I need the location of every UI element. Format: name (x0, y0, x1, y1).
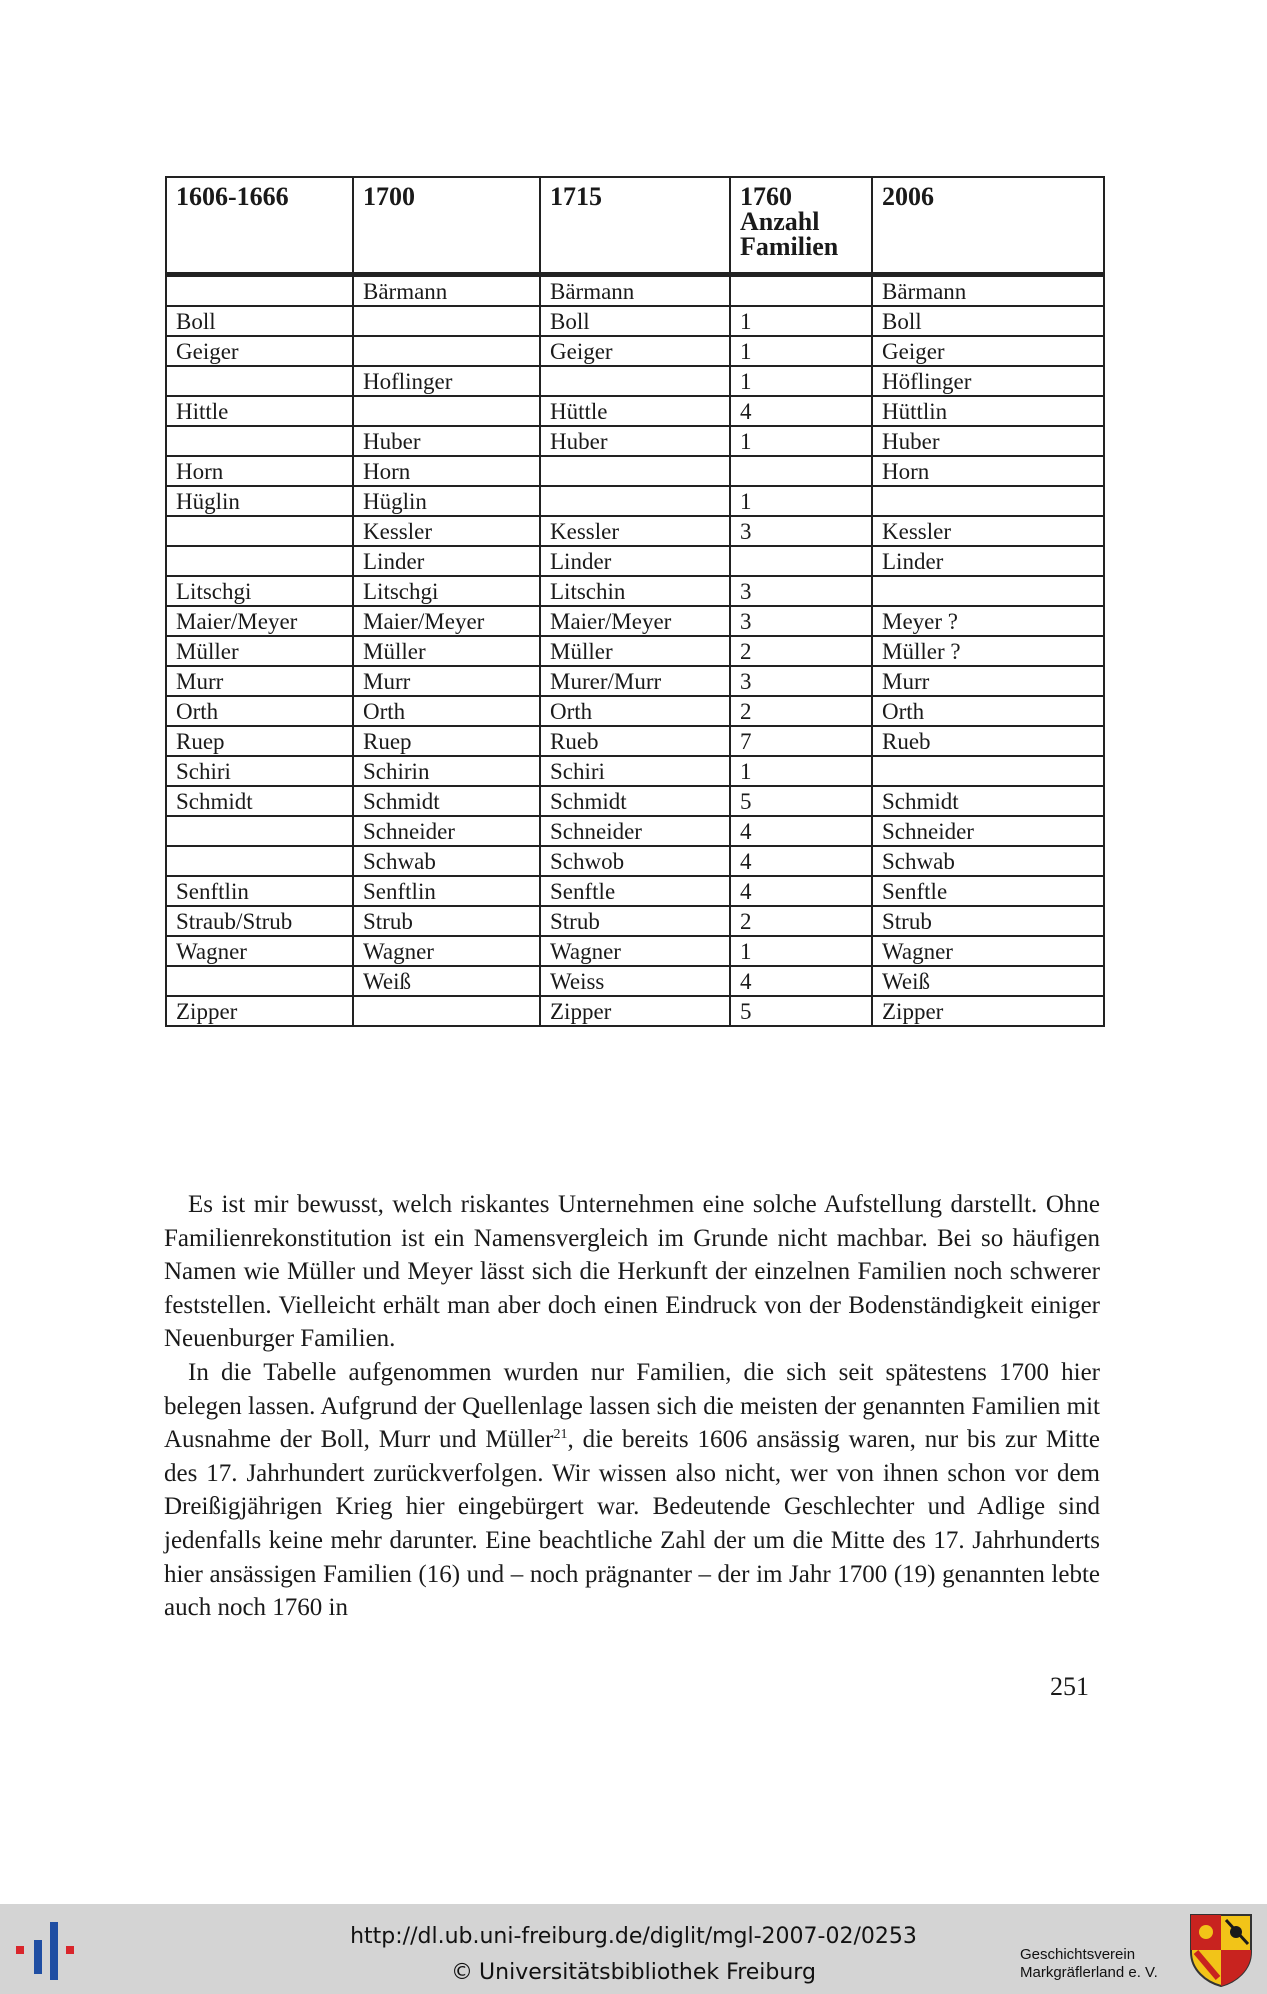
table-cell-col-1700: Schmidt (353, 786, 540, 816)
table-cell-col-2006: Meyer ? (872, 606, 1104, 636)
table-cell-col-1760: 1 (730, 426, 872, 456)
table-cell-col-1715: Weiss (540, 966, 730, 996)
table-cell-col-2006: Huber (872, 426, 1104, 456)
table-cell-col-1715: Boll (540, 306, 730, 336)
table-cell-col-1606-1666: Hittle (166, 396, 353, 426)
header-2006: 2006 (872, 177, 1104, 275)
table-row (166, 696, 1104, 726)
table-cell-col-1606-1666 (166, 846, 353, 876)
table-cell-col-1760: 3 (730, 606, 872, 636)
table-cell-col-1700 (353, 336, 540, 366)
table-cell-col-2006: Geiger (872, 336, 1104, 366)
table-cell-col-1700: Schneider (353, 816, 540, 846)
table-cell-col-1606-1666: Horn (166, 456, 353, 486)
table-cell-col-1715 (540, 486, 730, 516)
table-cell-col-1760: 4 (730, 846, 872, 876)
table-cell-col-1700: Horn (353, 456, 540, 486)
table-cell-col-1715 (540, 366, 730, 396)
table-cell-col-1760: 5 (730, 996, 872, 1026)
table-cell-col-1606-1666 (166, 516, 353, 546)
table-row (166, 366, 1104, 396)
table-cell-col-2006: Boll (872, 306, 1104, 336)
table-row (166, 275, 1104, 307)
table-cell-col-1700: Orth (353, 696, 540, 726)
table-cell-col-1606-1666: Hüglin (166, 486, 353, 516)
table-cell-col-1606-1666: Schiri (166, 756, 353, 786)
table-cell-col-2006 (872, 486, 1104, 516)
table-cell-col-1700: Strub (353, 906, 540, 936)
verein-line-1: Geschichtsverein (1020, 1946, 1136, 1963)
table-cell-col-1606-1666: Geiger (166, 336, 353, 366)
header-1715: 1715 (540, 177, 730, 275)
table-cell-col-1700 (353, 396, 540, 426)
table-cell-col-1760: 1 (730, 936, 872, 966)
table-cell-col-1700: Linder (353, 546, 540, 576)
table-cell-col-2006: Weiß (872, 966, 1104, 996)
header-1606-1666: 1606-1666 (166, 177, 353, 275)
table-cell-col-1700: Weiß (353, 966, 540, 996)
table-cell-col-1715: Schiri (540, 756, 730, 786)
table-row (166, 516, 1104, 546)
table-cell-col-2006: Murr (872, 666, 1104, 696)
table-cell-col-1715: Schneider (540, 816, 730, 846)
table-cell-col-1760: 1 (730, 486, 872, 516)
header-1760: 1760 Anzahl Familien (730, 177, 872, 275)
table-cell-col-1760: 3 (730, 666, 872, 696)
table-cell-col-1715: Hüttle (540, 396, 730, 426)
table-cell-col-1700: Maier/Meyer (353, 606, 540, 636)
table-cell-col-1715: Rueb (540, 726, 730, 756)
table-row (166, 966, 1104, 996)
verein-name (1020, 1946, 1158, 1982)
table-cell-col-2006: Hüttlin (872, 396, 1104, 426)
table-cell-col-1700: Wagner (353, 936, 540, 966)
table-cell-col-1700: Senftlin (353, 876, 540, 906)
table-cell-col-1715: Geiger (540, 336, 730, 366)
table-cell-col-1760 (730, 456, 872, 486)
table-cell-col-1760: 1 (730, 366, 872, 396)
table-cell-col-1715: Huber (540, 426, 730, 456)
table-cell-col-1606-1666 (166, 366, 353, 396)
table-cell-col-1760: 4 (730, 816, 872, 846)
table-row (166, 336, 1104, 366)
copyright-symbol: © (451, 1960, 474, 1985)
coat-of-arms-icon (1188, 1912, 1254, 1988)
table-row (166, 996, 1104, 1026)
table-cell-col-1606-1666: Wagner (166, 936, 353, 966)
table-cell-col-1760: 4 (730, 876, 872, 906)
table-cell-col-1606-1666: Murr (166, 666, 353, 696)
table-cell-col-1715: Schwob (540, 846, 730, 876)
table-cell-col-2006: Wagner (872, 936, 1104, 966)
body-text (164, 1188, 1100, 1625)
table-cell-col-2006 (872, 576, 1104, 606)
table-cell-col-1606-1666: Ruep (166, 726, 353, 756)
table-cell-col-1606-1666: Maier/Meyer (166, 606, 353, 636)
table-cell-col-1606-1666: Litschgi (166, 576, 353, 606)
table-cell-col-1760: 4 (730, 396, 872, 426)
footer-bar (0, 1904, 1267, 1994)
table-row (166, 636, 1104, 666)
table-cell-col-1606-1666 (166, 275, 353, 307)
table-cell-col-1700: Hüglin (353, 486, 540, 516)
table-cell-col-1606-1666 (166, 546, 353, 576)
table-cell-col-1715: Müller (540, 636, 730, 666)
table-cell-col-1715: Linder (540, 546, 730, 576)
table-cell-col-1715: Maier/Meyer (540, 606, 730, 636)
table-cell-col-2006: Zipper (872, 996, 1104, 1026)
table-row (166, 546, 1104, 576)
table-row (166, 666, 1104, 696)
table-cell-col-2006: Horn (872, 456, 1104, 486)
table-cell-col-1700: Bärmann (353, 275, 540, 307)
table-cell-col-1606-1666: Boll (166, 306, 353, 336)
table-cell-col-1606-1666: Müller (166, 636, 353, 666)
table-cell-col-1700: Kessler (353, 516, 540, 546)
table-cell-col-1715 (540, 456, 730, 486)
table-cell-col-1715: Litschin (540, 576, 730, 606)
table-cell-col-1760: 1 (730, 336, 872, 366)
table-cell-col-2006: Linder (872, 546, 1104, 576)
table-cell-col-1606-1666 (166, 816, 353, 846)
table-cell-col-2006: Rueb (872, 726, 1104, 756)
table-row (166, 456, 1104, 486)
table-cell-col-1760: 2 (730, 636, 872, 666)
page-number: 251 (1050, 1672, 1089, 1701)
table-cell-col-1715: Orth (540, 696, 730, 726)
table-row (166, 396, 1104, 426)
table-cell-col-2006: Senftle (872, 876, 1104, 906)
table-row (166, 606, 1104, 636)
table-cell-col-1715: Senftle (540, 876, 730, 906)
table-cell-col-1715: Kessler (540, 516, 730, 546)
table-row (166, 876, 1104, 906)
table-cell-col-1700: Schirin (353, 756, 540, 786)
table-cell-col-1606-1666: Schmidt (166, 786, 353, 816)
table-cell-col-1760: 3 (730, 576, 872, 606)
table-cell-col-2006: Schneider (872, 816, 1104, 846)
table-cell-col-1700: Hoflinger (353, 366, 540, 396)
table-cell-col-1700: Schwab (353, 846, 540, 876)
table-row (166, 726, 1104, 756)
footer-url[interactable]: http://dl.ub.uni-freiburg.de/diglit/mgl-2007-02/0253 (350, 1924, 917, 1949)
table-row (166, 786, 1104, 816)
table-cell-col-1760: 7 (730, 726, 872, 756)
paragraph-1: Es ist mir bewusst, welch riskantes Unternehmen eine solche Aufstellung darstellt. Ohne Familienrekonstitution ist ein Namensvergleich im Grunde nicht machbar. Bei so häufigen Namen wie Müller und Meyer lässt sich die Herkunft der einzelnen Familien noch schwerer feststellen. Vielleicht erhält man aber doch einen Eindruck von der Bodenständigkeit einiger Neuenburger Familien. (164, 1191, 1100, 1353)
table-cell-col-2006 (872, 756, 1104, 786)
table-cell-col-1715: Bärmann (540, 275, 730, 307)
table-cell-col-2006: Höflinger (872, 366, 1104, 396)
footnote-marker: 21 (553, 1427, 568, 1443)
table-row (166, 846, 1104, 876)
table-cell-col-2006: Strub (872, 906, 1104, 936)
table-cell-col-1760: 2 (730, 696, 872, 726)
paragraph-2-part-2: , die bereits 1606 ansässig waren, nur bis zur Mitte des 17. Jahrhundert zurückverfolgen. Wir wissen also nicht, wer von ihnen schon vor dem Dreißigjährigen Krieg hier eingebürgert war. Bedeutende Geschlechter und Adlige sind jedenfalls keine mehr darunter. Eine beachtliche Zahl der um die Mitte des 17. Jahrhunderts hier ansässigen Familien (16) und – noch prägnanter – der im Jahr 1700 (19) genannten lebte auch noch 1760 in (164, 1426, 1100, 1622)
table-cell-col-1700: Müller (353, 636, 540, 666)
table-cell-col-1760: 1 (730, 756, 872, 786)
table-row (166, 486, 1104, 516)
table-cell-col-2006: Schmidt (872, 786, 1104, 816)
table-cell-col-1760: 3 (730, 516, 872, 546)
table-cell-col-1760: 2 (730, 906, 872, 936)
table-cell-col-2006: Kessler (872, 516, 1104, 546)
table-cell-col-2006: Bärmann (872, 275, 1104, 307)
family-names-table (165, 176, 1105, 1027)
table-row (166, 756, 1104, 786)
table-row (166, 426, 1104, 456)
copyright-text: Universitätsbibliothek Freiburg (479, 1960, 816, 1985)
table-cell-col-1760 (730, 546, 872, 576)
table-cell-col-1700: Huber (353, 426, 540, 456)
table-cell-col-1700 (353, 996, 540, 1026)
table-cell-col-1760 (730, 275, 872, 307)
paragraph-2-part-1: In die Tabelle aufgenommen wurden nur Familien, die sich seit spätestens 1700 hier belegen lassen. Aufgrund der Quellenlage lassen sich die meisten der genannten Familien mit Ausnahme der Boll, Murr und Müller (164, 1358, 1100, 1454)
table-cell-col-1606-1666 (166, 426, 353, 456)
table-cell-col-1700: Ruep (353, 726, 540, 756)
header-1700: 1700 (353, 177, 540, 275)
table-row (166, 906, 1104, 936)
table-cell-col-1760: 5 (730, 786, 872, 816)
table-cell-col-1606-1666: Zipper (166, 996, 353, 1026)
table-row (166, 936, 1104, 966)
table-cell-col-1700: Murr (353, 666, 540, 696)
table-cell-col-1715: Zipper (540, 996, 730, 1026)
table-cell-col-1760: 4 (730, 966, 872, 996)
table-row (166, 576, 1104, 606)
table-cell-col-1606-1666: Orth (166, 696, 353, 726)
table-cell-col-1606-1666: Straub/Strub (166, 906, 353, 936)
table-cell-col-1700 (353, 306, 540, 336)
table-cell-col-1715: Murer/Murr (540, 666, 730, 696)
table-cell-col-1700: Litschgi (353, 576, 540, 606)
table-cell-col-2006: Orth (872, 696, 1104, 726)
table-cell-col-2006: Müller ? (872, 636, 1104, 666)
table-cell-col-2006: Schwab (872, 846, 1104, 876)
table-row (166, 816, 1104, 846)
table-cell-col-1606-1666: Senftlin (166, 876, 353, 906)
table-cell-col-1715: Strub (540, 906, 730, 936)
paragraph-2 (164, 1356, 1100, 1625)
table-cell-col-1606-1666 (166, 966, 353, 996)
table-cell-col-1760: 1 (730, 306, 872, 336)
table-header-row (166, 177, 1104, 275)
table-row (166, 306, 1104, 336)
table-cell-col-1715: Wagner (540, 936, 730, 966)
table-cell-col-1715: Schmidt (540, 786, 730, 816)
verein-line-2: Markgräflerland e. V. (1020, 1964, 1158, 1981)
table-body (166, 275, 1104, 1027)
